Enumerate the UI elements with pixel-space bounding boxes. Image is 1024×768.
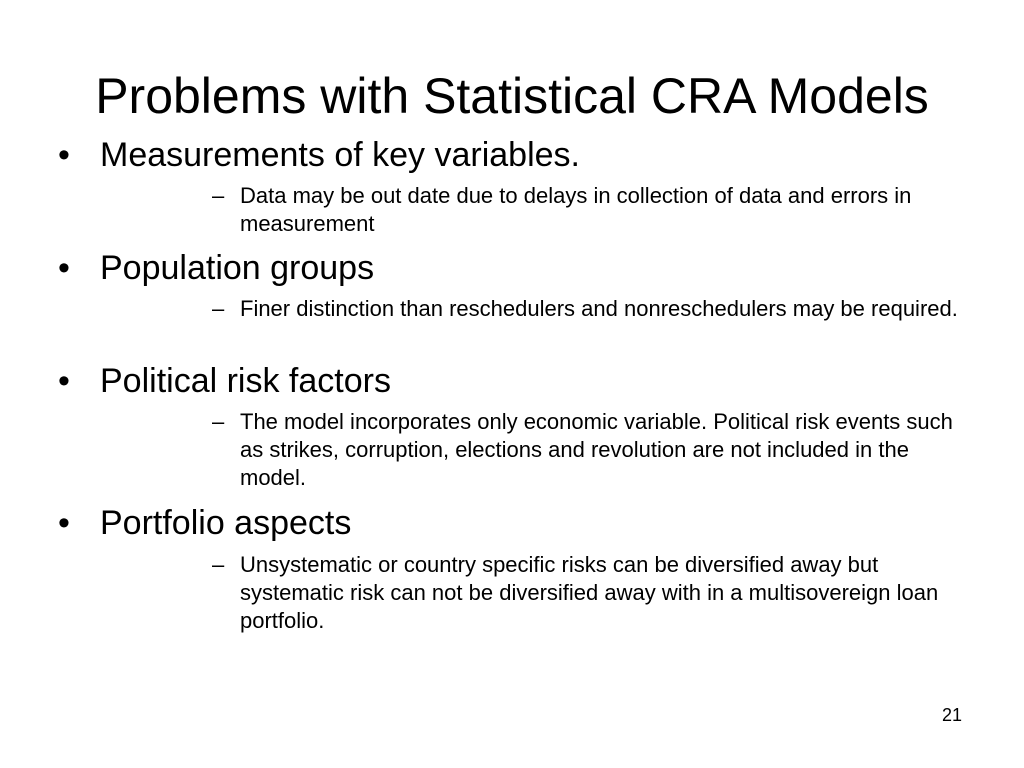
sub-item-text: Unsystematic or country specific risks can be diversified away but systematic risk can not be diversified away with in a multisovereign loan portfolio. bbox=[240, 552, 939, 633]
sub-item-text: Data may be out date due to delays in collection of data and errors in measurement bbox=[240, 183, 912, 236]
sub-item-text: Finer distinction than reschedulers and nonreschedulers may be required. bbox=[240, 296, 958, 321]
sub-item-political bbox=[212, 408, 972, 492]
bullet-icon: • bbox=[58, 249, 70, 287]
bullet-item-political bbox=[58, 361, 391, 401]
dash-icon: – bbox=[212, 296, 225, 321]
dash-icon: – bbox=[212, 409, 225, 434]
sub-item-population bbox=[212, 295, 972, 323]
bullet-item-portfolio bbox=[58, 503, 351, 543]
sub-item-measurements bbox=[212, 182, 972, 238]
sub-item-portfolio bbox=[212, 551, 972, 635]
bullet-heading: Portfolio aspects bbox=[100, 504, 352, 542]
bullet-icon: • bbox=[58, 504, 70, 542]
page-number: 21 bbox=[941, 705, 962, 725]
bullet-icon: • bbox=[58, 362, 70, 400]
sub-item-text: The model incorporates only economic variable. Political risk events such as strikes, corruption, elections and revolution are not included in the model. bbox=[240, 409, 953, 490]
dash-icon: – bbox=[212, 183, 225, 208]
bullet-item-population bbox=[58, 248, 374, 288]
bullet-icon: • bbox=[58, 136, 70, 174]
dash-icon: – bbox=[212, 552, 225, 577]
bullet-heading: Population groups bbox=[100, 249, 375, 287]
bullet-heading: Measurements of key variables. bbox=[100, 136, 580, 174]
bullet-heading: Political risk factors bbox=[100, 362, 391, 400]
slide-title: Problems with Statistical CRA Models bbox=[95, 68, 929, 124]
bullet-item-measurements bbox=[58, 135, 580, 175]
